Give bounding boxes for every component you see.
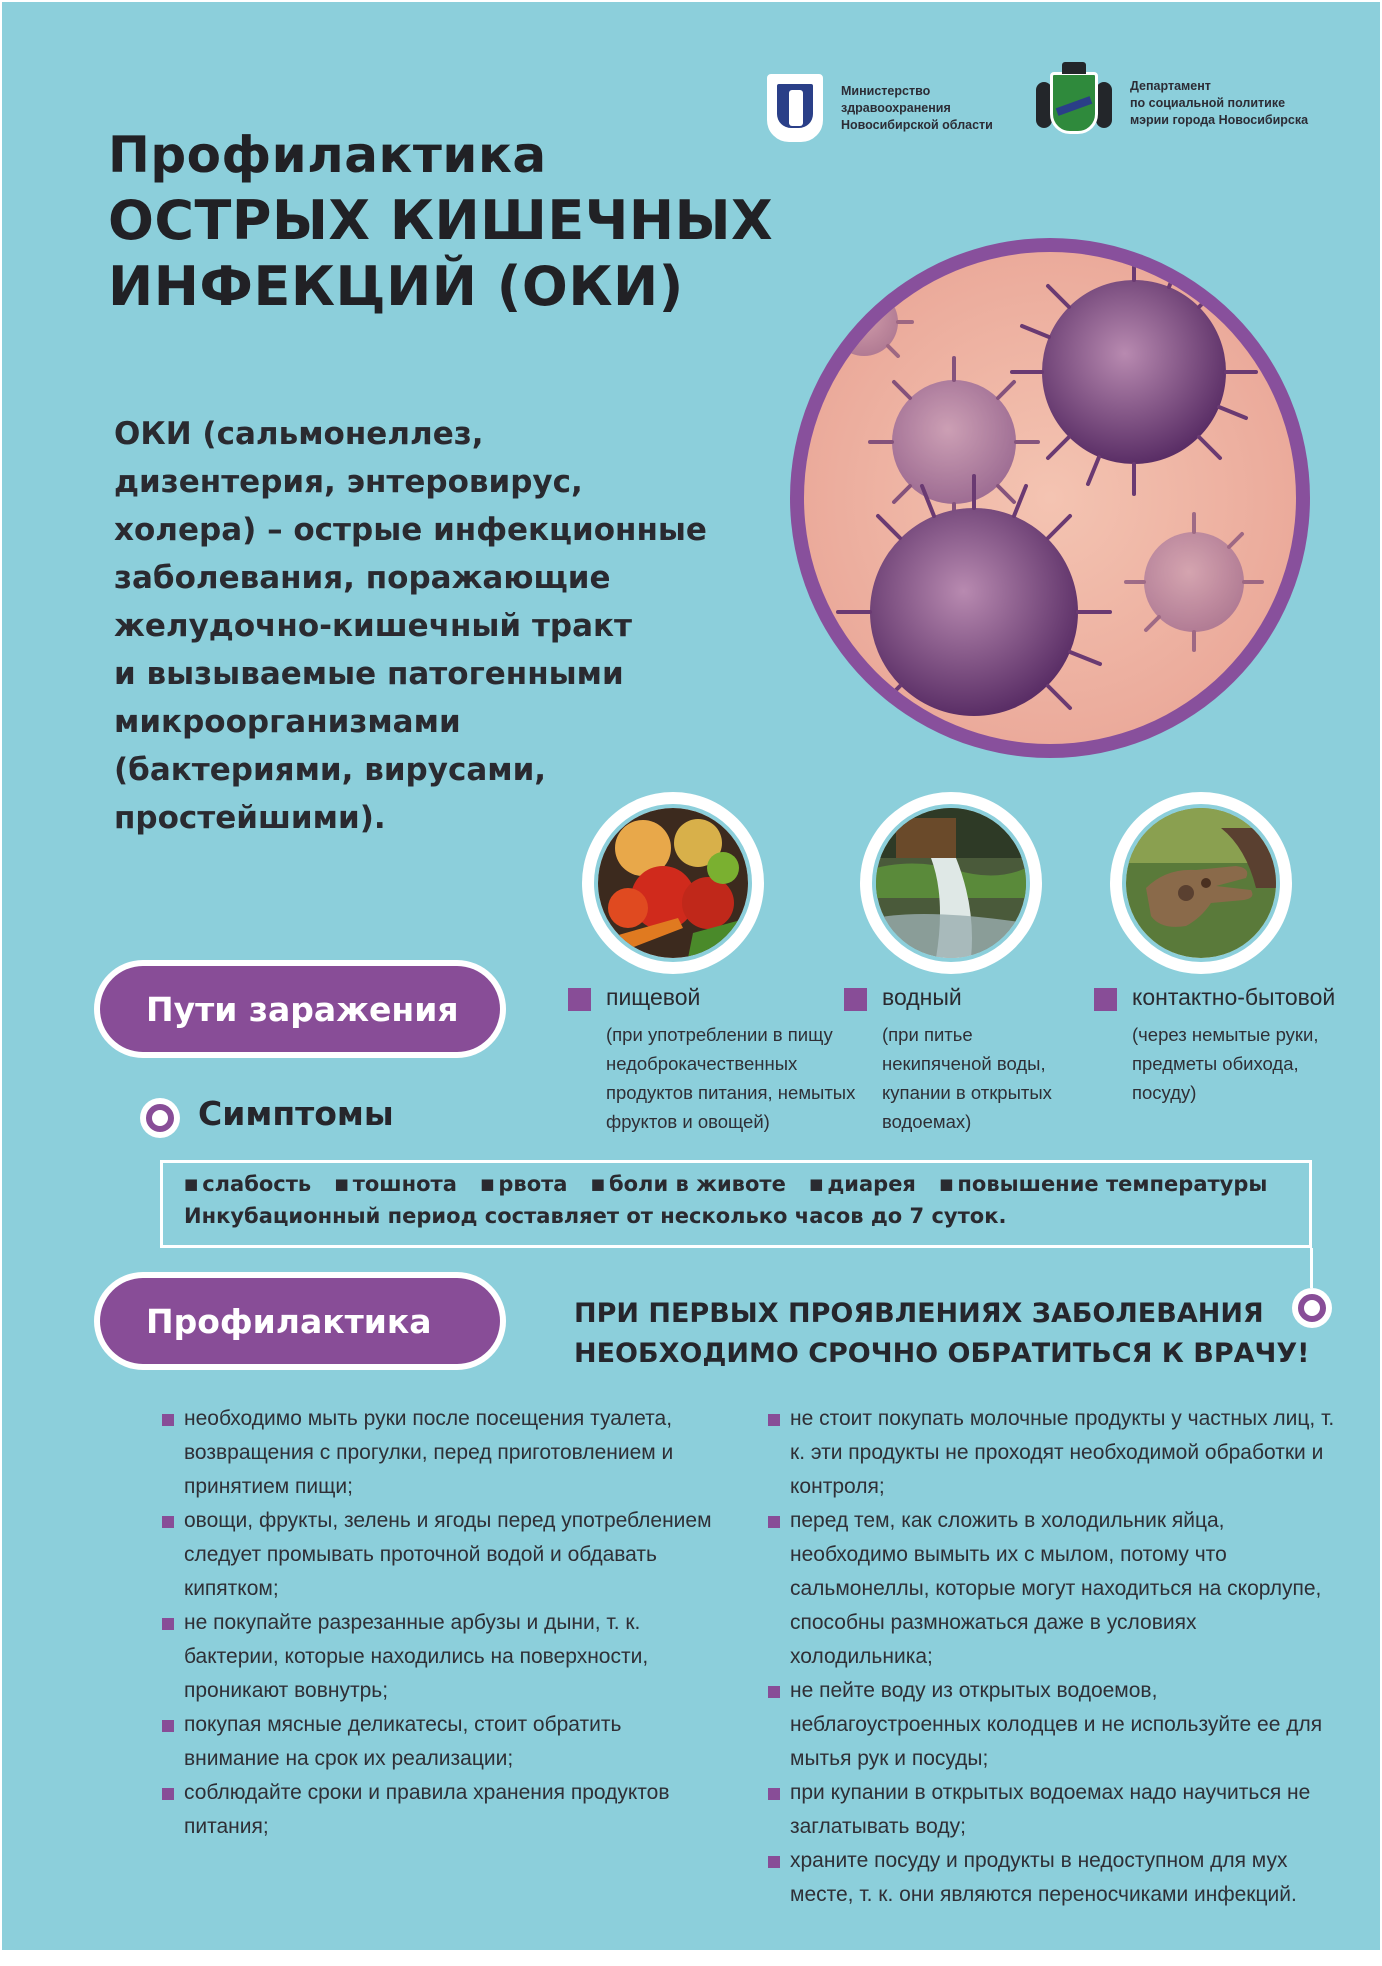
bullet-square-icon	[844, 988, 867, 1011]
prevention-heading-pill	[94, 1272, 506, 1370]
symptom-item: ■ слабость	[184, 1172, 311, 1196]
doctor-warning: ПРИ ПЕРВЫХ ПРОЯВЛЕНИЯХ ЗАБОЛЕВАНИЯ НЕОБХОДИМО СРОЧНО ОБРАТИТЬСЯ К ВРАЧУ!	[574, 1298, 1310, 1369]
title-line-3: ИНФЕКЦИЙ (ОКИ)	[108, 255, 684, 318]
symptoms-list	[184, 1172, 1283, 1196]
list-item: соблюдайте сроки и правила хранения продуктов питания;	[162, 1776, 722, 1844]
dirty-hands-icon	[1126, 808, 1276, 958]
title-line-2: ОСТРЫХ КИШЕЧНЫХ	[108, 189, 774, 252]
symptoms-heading: Симптомы	[198, 1094, 394, 1133]
list-item: покупая мясные деликатесы, стоит обратить внимание на срок их реализации;	[162, 1708, 722, 1776]
list-item: перед тем, как сложить в холодильник яйца, необходимо вымыть их с мылом, потому что сальмонеллы, которые могут находиться на скорлупе, способны размножаться даже в условиях холодильника;	[768, 1504, 1343, 1674]
ministry-logo-text: Министерство здравоохранения Новосибирской области	[841, 83, 993, 132]
bullet-square-icon	[568, 988, 591, 1011]
prevention-list-right	[768, 1402, 1343, 1912]
photo-water	[860, 792, 1042, 974]
incubation-period: Инкубационный период составляет от несколько часов до 7 суток.	[184, 1204, 1007, 1228]
page-title	[108, 122, 828, 320]
department-logo-text: Департамент по социальной политике мэрии города Новосибирска	[1130, 78, 1309, 127]
route-title: водный	[882, 984, 962, 1010]
list-item: не пейте воду из открытых водоемов, неблагоустроенных колодцев и не используйте ее для мытья рук и посуды;	[768, 1674, 1343, 1776]
fruits-vegetables-icon	[598, 808, 748, 958]
list-item: овощи, фрукты, зелень и ягоды перед употреблением следует промывать проточной водой и обдавать кипятком;	[162, 1504, 722, 1606]
department-logo	[1036, 68, 1308, 138]
route-title: пищевой	[606, 984, 701, 1010]
warning-marker-icon	[1292, 1288, 1332, 1328]
list-item: не покупайте разрезанные арбузы и дыни, т. к. бактерии, которые находились на поверхности, проникают вовнутрь;	[162, 1606, 722, 1708]
symptom-item: ■ повышение температуры	[939, 1172, 1267, 1196]
water-stream-icon	[876, 808, 1026, 958]
routes-heading: Пути заражения	[100, 966, 500, 1052]
connector-line	[1310, 1248, 1313, 1288]
novosibirsk-city-emblem-icon	[1036, 68, 1112, 138]
intro-paragraph: ОКИ (сальмонеллез, дизентерия, энтеровирус, холера) – острые инфекционные заболевания, поражающие желудочно-кишечный тракт и вызываемые патогенными микроорганизмами (бактериями, вирусами, простейшими).	[114, 416, 707, 836]
route-description: (при употреблении в пищу недоброкачественных продуктов питания, немытых фруктов и овощей)	[606, 1024, 856, 1132]
symptoms-marker-icon	[140, 1098, 180, 1138]
route-description: (при питье некипяченой воды, купании в открытых водоемах)	[882, 1024, 1052, 1132]
list-item: не стоит покупать молочные продукты у частных лиц, т. к. эти продукты не проходят необходимой обработки и контроля;	[768, 1402, 1343, 1504]
symptom-item: ■ рвота	[480, 1172, 567, 1196]
virus-microscope-icon	[804, 252, 1296, 744]
prevention-heading: Профилактика	[100, 1278, 500, 1364]
symptom-item: ■ боли в животе	[591, 1172, 786, 1196]
list-item: необходимо мыть руки после посещения туалета, возвращения с прогулки, перед приготовлением и принятием пищи;	[162, 1402, 722, 1504]
poster	[2, 2, 1380, 1950]
routes-heading-pill	[94, 960, 506, 1058]
list-item: при купании в открытых водоемах надо научиться не заглатывать воду;	[768, 1776, 1343, 1844]
route-title: контактно-бытовой	[1132, 984, 1336, 1010]
microbe-illustration	[790, 238, 1310, 758]
photo-hands	[1110, 792, 1292, 974]
bullet-square-icon	[1094, 988, 1117, 1011]
prevention-list-left	[162, 1402, 722, 1844]
title-line-1: Профилактика	[108, 126, 547, 184]
list-item: храните посуду и продукты в недоступном для мух месте, т. к. они являются переносчиками инфекций.	[768, 1844, 1343, 1912]
route-description: (через немытые руки, предметы обихода, посуду)	[1132, 1024, 1319, 1103]
symptom-item: ■ диарея	[809, 1172, 916, 1196]
symptom-item: ■ тошнота	[335, 1172, 457, 1196]
photo-food	[582, 792, 764, 974]
